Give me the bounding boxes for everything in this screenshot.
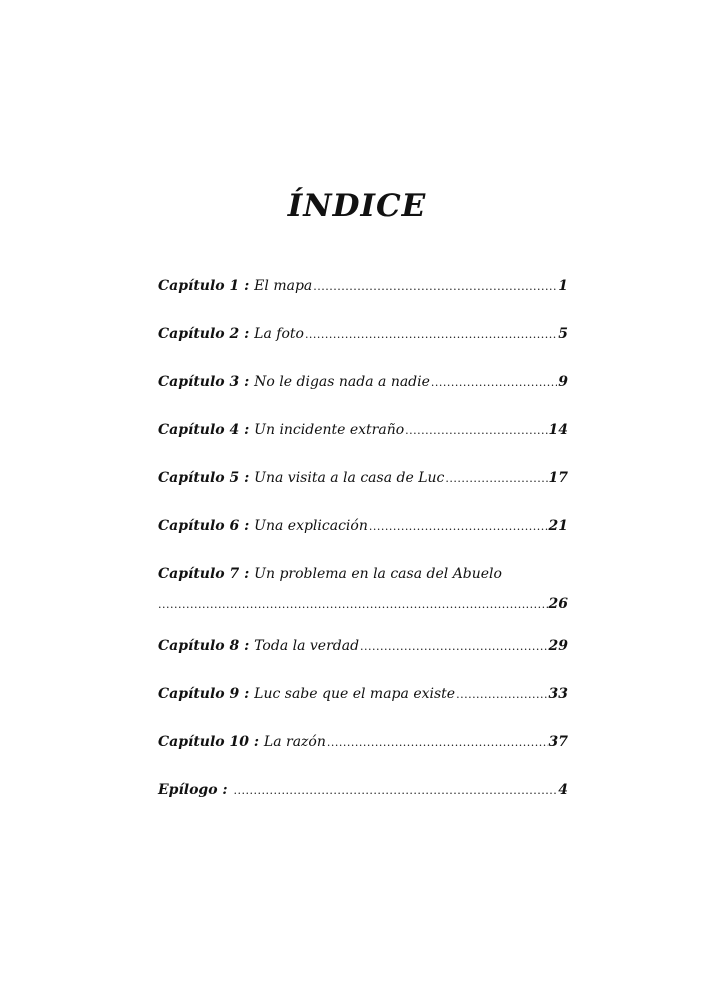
entry-label: Capítulo 7 <box>158 566 240 582</box>
entry-page-number: 37 <box>548 734 568 750</box>
dot-leader <box>158 595 548 615</box>
toc-entry <box>158 324 568 345</box>
entry-separator: : <box>217 782 233 798</box>
entry-title: No le digas nada a nadie <box>254 374 430 390</box>
entry-label: Capítulo 5 <box>158 470 240 486</box>
entry-label: Capítulo 6 <box>158 518 240 534</box>
dot-leader <box>233 781 557 801</box>
dot-leader <box>327 733 548 753</box>
entry-title: Una explicación <box>254 518 368 534</box>
entry-title: El mapa <box>254 278 313 294</box>
entry-page-number: 26 <box>548 596 568 612</box>
toc-entry <box>158 636 568 657</box>
entry-label: Capítulo 9 <box>158 686 240 702</box>
dot-leader <box>313 277 557 297</box>
toc-entry <box>158 276 568 297</box>
entry-label: Epílogo <box>158 782 218 798</box>
toc-entry <box>158 372 568 393</box>
entry-title: La razón <box>263 734 326 750</box>
entry-title: Un problema en la casa del Abuelo <box>254 566 502 582</box>
entry-separator: : <box>239 566 255 582</box>
toc-entry <box>158 516 568 537</box>
entry-title: Toda la verdad <box>254 638 360 654</box>
entry-separator: : <box>239 686 255 702</box>
entry-separator: : <box>239 518 255 534</box>
entry-label: Capítulo 8 <box>158 638 240 654</box>
toc-entry-epilogue <box>158 780 568 801</box>
entry-separator: : <box>248 734 264 750</box>
entry-label: Capítulo 4 <box>158 422 240 438</box>
entry-separator: : <box>239 278 255 294</box>
entry-separator: : <box>239 374 255 390</box>
entry-separator: : <box>239 326 255 342</box>
toc-entry <box>158 420 568 441</box>
entry-label: Capítulo 1 <box>158 278 240 294</box>
dot-leader <box>305 325 557 345</box>
dot-leader <box>360 637 547 657</box>
toc-entry <box>158 684 568 705</box>
entry-label: Capítulo 2 <box>158 326 240 342</box>
dot-leader <box>456 685 547 705</box>
dot-leader <box>405 421 547 441</box>
entry-separator: : <box>239 422 255 438</box>
dot-leader <box>369 517 548 537</box>
entry-label: Capítulo 10 <box>158 734 249 750</box>
entry-page-number: 21 <box>548 518 568 534</box>
dot-leader <box>445 469 547 489</box>
entry-page-number: 1 <box>558 278 568 294</box>
entry-page-number: 4 <box>558 782 568 798</box>
entry-page-number: 29 <box>548 638 568 654</box>
toc-entry <box>158 468 568 489</box>
entry-page-number: 9 <box>558 374 568 390</box>
toc-entry-wrapped <box>158 564 568 615</box>
entry-page-number: 33 <box>548 686 568 702</box>
entry-title: Luc sabe que el mapa existe <box>254 686 456 702</box>
entry-title: Una visita a la casa de Luc <box>254 470 445 486</box>
toc-entry <box>158 732 568 753</box>
entry-label: Capítulo 3 <box>158 374 240 390</box>
entry-page-number: 17 <box>548 470 568 486</box>
entry-page-number: 5 <box>558 326 568 342</box>
entry-separator: : <box>239 470 255 486</box>
page-title: ÍNDICE <box>287 188 427 224</box>
entry-page-number: 14 <box>548 422 568 438</box>
entry-separator: : <box>239 638 255 654</box>
entry-title: La foto <box>254 326 304 342</box>
dot-leader <box>431 373 557 393</box>
entry-title: Un incidente extraño <box>254 422 405 438</box>
